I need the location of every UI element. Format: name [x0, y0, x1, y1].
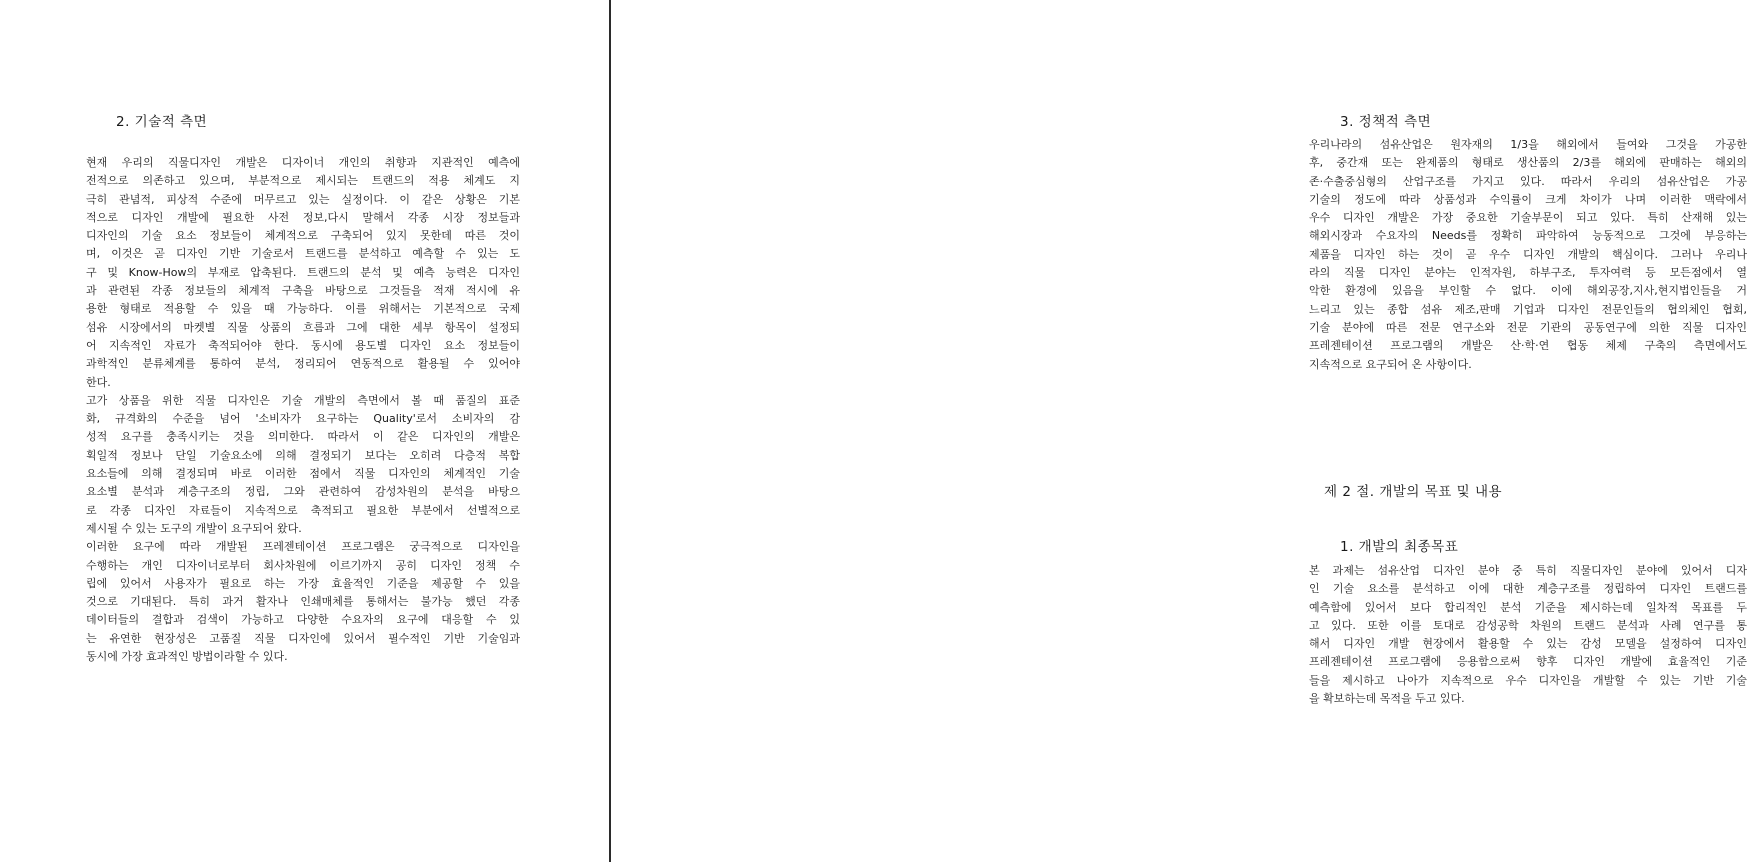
text-line: 후, 중간재 또는 완제품의 형태로 생산품의 2/3를 해외에 판매하는 해외의 [1309, 156, 1747, 170]
text-line: 어 지속적인 자료가 축적되어야 한다. 동시에 용도별 디자인 요소 정보들이 [86, 338, 520, 352]
policy-body-text [1309, 136, 1747, 374]
text-line: 기술의 정도에 따라 상품성과 수익률이 크게 차이가 나며 이러한 맥락에서 [1309, 192, 1747, 206]
text-line: 과 관련된 각종 정보들의 체계적 구축을 바탕으로 그것들을 적재 적시에 유 [86, 284, 520, 298]
text-line: 극히 관념적, 피상적 수준에 머무르고 있는 실정이다. 이 같은 상황은 기본 [86, 192, 520, 206]
text-line: 섬유 시장에서의 마켓별 직물 상품의 흐름과 그에 대한 세부 항목이 설정되 [86, 320, 520, 334]
text-line: 프레젠테이션 프로그램에 응용함으로써 향후 디자인 개발에 효율적인 기준 [1309, 655, 1747, 669]
text-line: 며, 이것은 곧 디자인 기반 기술로서 트랜드를 분석하고 예측할 수 있는 도 [86, 247, 520, 261]
technical-body-text [86, 154, 520, 666]
text-line: 들을 제시하고 나아가 지속적으로 우수 디자인을 개발할 수 있는 기반 기술 [1309, 673, 1747, 687]
text-line: 우수 디자인 개발은 가장 중요한 기술부문이 되고 있다. 특히 산재해 있는 [1309, 211, 1747, 225]
text-line: 제품을 디자인 하는 것이 곧 우수 디자인 개발의 핵심이다. 그러나 우리나 [1309, 247, 1747, 261]
text-line: 본 과제는 섬유산업 디자인 분야 중 특히 직물디자인 분야에 있어서 디자 [1309, 564, 1747, 577]
text-line: 악한 환경에 있음을 부인할 수 없다. 이에 해외공장,지사,현지법인들을 거 [1309, 284, 1747, 298]
text-line: 해외시장과 수요자의 Needs를 정확히 파악하여 능동적으로 그것에 부응하는 [1309, 229, 1747, 243]
text-line: 라의 직물 디자인 분야는 인적자원, 하부구조, 투자여력 등 모든점에서 열 [1309, 266, 1747, 280]
right-page [611, 0, 1747, 862]
text-line: 우리나라의 섬유산업은 원자재의 1/3을 해외에서 들여와 그것을 가공한 [1309, 138, 1747, 151]
text-line: 구 및 Know-How의 부재로 압축된다. 트랜드의 분석 및 예측 능력은 디자인 [86, 265, 520, 279]
text-line: 제시될 수 있는 도구의 개발이 요구되어 왔다. [86, 521, 302, 535]
text-line: 로 각종 디자인 자료들이 지속적으로 축적되고 필요한 부분에서 선별적으로 [86, 503, 520, 517]
text-line: 립에 있어서 사용자가 필요로 하는 가장 효율적인 기준을 제공할 수 있을 [86, 576, 520, 590]
text-line: 고 있다. 또한 이를 토대로 감성공학 차원의 트랜드 분석과 사례 연구를 통 [1309, 618, 1747, 632]
text-line: 동시에 가장 효과적인 방법이라할 수 있다. [86, 650, 288, 664]
text-line: 전적으로 의존하고 있으며, 부분적으로 제시되는 트랜드의 적용 체계도 지 [86, 174, 520, 188]
left-page [0, 0, 610, 862]
text-line: 적으로 디자인 개발에 필요한 사전 정보,다시 말해서 각종 시장 정보들과 [86, 210, 520, 224]
text-line: 지속적으로 요구되어 온 사항이다. [1309, 357, 1472, 371]
text-line: 획일적 정보나 단일 기술요소에 의해 결정되기 보다는 오히려 다층적 복합 [86, 448, 520, 462]
text-line: 예측함에 있어서 보다 합리적인 분석 기준을 제시하는데 일차적 목표를 두 [1309, 600, 1747, 614]
section-heading-policy: 3. 정책적 측면 [1340, 114, 1432, 130]
text-line: 해서 디자인 개발 현장에서 활용할 수 있는 감성 모델을 설정하여 디자인 [1309, 637, 1747, 651]
text-line: 한다. [86, 375, 111, 389]
text-line: 용한 형태로 적용할 수 있을 때 가능하다. 이를 위해서는 기본적으로 국제 [86, 302, 520, 316]
chapter-section-title: 제 2 절. 개발의 목표 및 내용 [1324, 484, 1503, 500]
text-line: 존·수출중심형의 산업구조를 가지고 있다. 따라서 우리의 섬유산업은 가공 [1309, 174, 1747, 188]
text-line: 고가 상품을 위한 직물 디자인은 기술 개발의 측면에서 볼 때 품질의 표준 [86, 393, 520, 407]
text-line: 것으로 기대된다. 특히 과거 활자나 인쇄매체를 통해서는 불가능 했던 각종 [86, 595, 520, 609]
text-line: 프레젠테이션 프로그램의 개발은 산·학·연 협동 체제 구축의 측면에서도 [1309, 339, 1747, 353]
text-line: 느리고 있는 종합 섬유 제조,판매 기업과 디자인 전문인들의 협의체인 협회, [1309, 302, 1747, 316]
text-line: 인 기술 요소를 분석하고 이에 대한 계층구조를 정립하여 디자인 트랜드를 [1309, 582, 1747, 596]
text-line: 이러한 요구에 따라 개발된 프레젠테이션 프로그램은 궁극적으로 디자인을 [86, 540, 520, 554]
text-line: 과학적인 분류체계를 통하여 분석, 정리되어 연동적으로 활용될 수 있어야 [86, 357, 520, 371]
text-line: 는 유연한 현장성은 고품질 직물 디자인에 있어서 필수적인 기반 기술임과 [86, 631, 520, 645]
text-line: 디자인의 기술 요소 정보들이 체계적으로 구축되어 있지 못한데 따른 것이 [86, 229, 520, 243]
section-heading-technical: 2. 기술적 측면 [116, 114, 208, 130]
text-line: 요소들에 의해 결정되며 바로 이러한 점에서 직물 디자인의 체계적인 기술 [86, 467, 520, 481]
final-goal-body-text [1309, 562, 1747, 708]
text-line: 을 확보하는데 목적을 두고 있다. [1309, 692, 1465, 706]
text-line: 기술 분야에 따른 전문 연구소와 전문 기관의 공동연구에 의한 직물 디자인 [1309, 320, 1747, 334]
text-line: 화, 규격화의 수준을 넘어 '소비자가 요구하는 Quality'로서 소비자의 감 [86, 412, 520, 426]
text-line: 요소별 분석과 계층구조의 정립, 그와 관련하여 감성차원의 분석을 바탕으 [86, 485, 520, 499]
text-line: 성적 요구를 충족시키는 것을 의미한다. 따라서 이 같은 디자인의 개발은 [86, 430, 520, 444]
text-line: 수행하는 개인 디자이너로부터 회사차원에 이르기까지 공히 디자인 정책 수 [86, 558, 520, 572]
text-line: 데이터들의 결합과 검색이 가능하고 다양한 수요자의 요구에 대응할 수 있 [86, 613, 520, 627]
section-heading-final-goal: 1. 개발의 최종목표 [1340, 539, 1459, 555]
text-line: 현재 우리의 직물디자인 개발은 디자이너 개인의 취향과 지관적인 예측에 [86, 156, 520, 169]
